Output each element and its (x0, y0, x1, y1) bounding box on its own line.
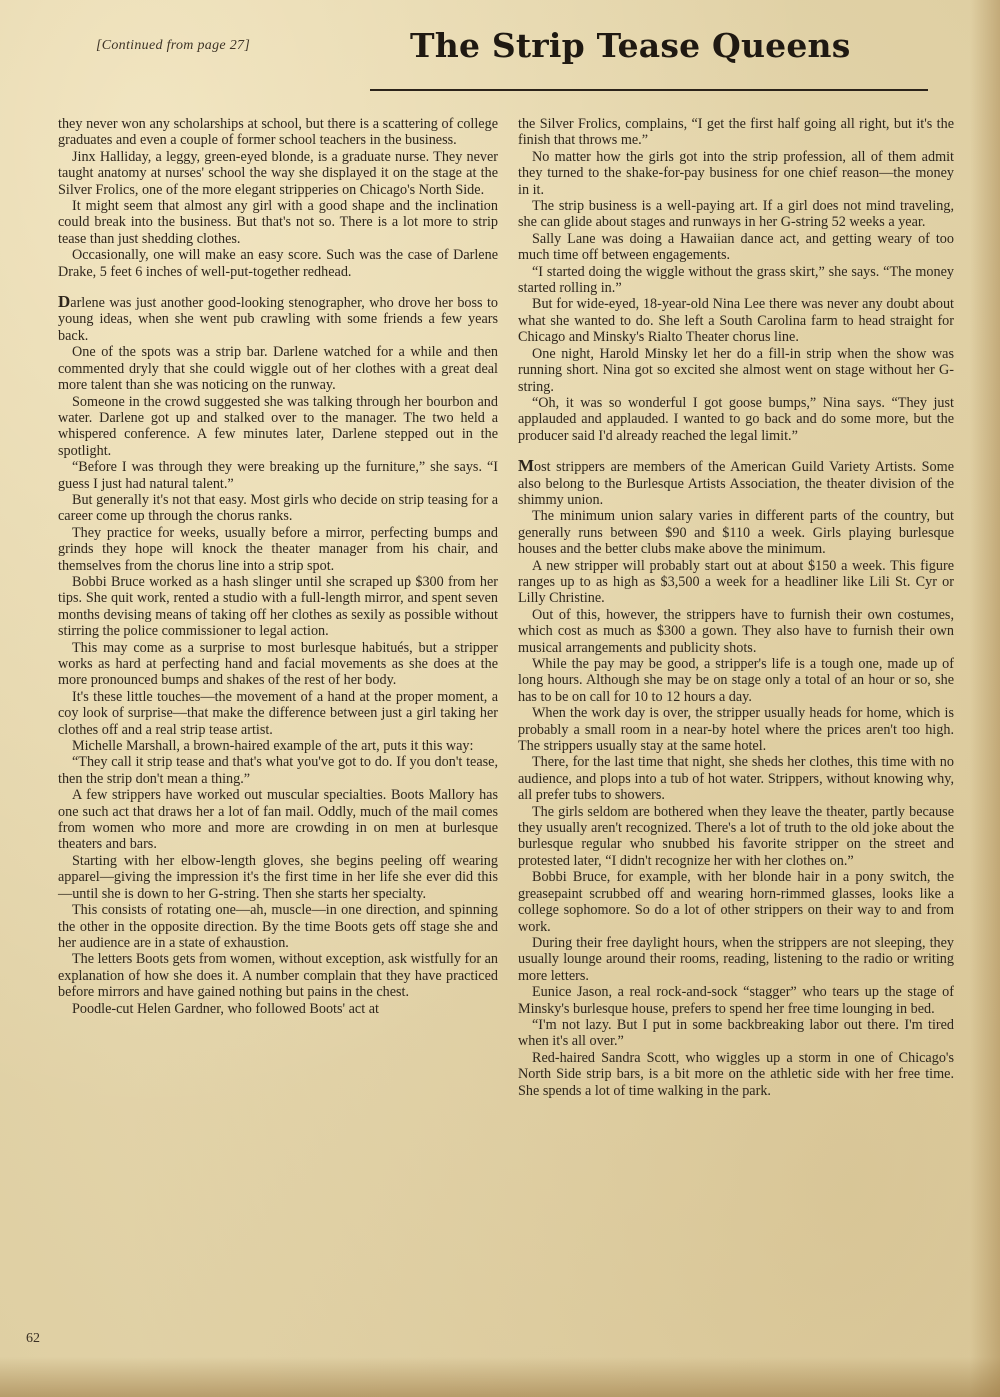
paragraph: One night, Harold Minsky let her do a fill-in strip when the show was running short. Nina got so excited she almost went on stage without her G-string. (518, 345, 954, 395)
paragraph: Occasionally, one will make an easy score. Such was the case of Darlene Drake, 5 feet 6 inches of well-put-together redhead. (58, 247, 498, 280)
paragraph: The girls seldom are bothered when they leave the theater, partly because they usually aren't recognized. There's a lot of truth to the old joke about the burlesque regular who snubbed his favorite stripper on the street and protested later, “I didn't recognize her with her clothes on.” (518, 803, 954, 869)
paragraph: Starting with her elbow-length gloves, she begins peeling off wearing apparel—giving the impression it's the first time in her life she ever did this—until she is down to her G-string. Then she starts her specialty. (58, 852, 498, 902)
paragraph: Red-haired Sandra Scott, who wiggles up a storm in one of Chicago's North Side strip bars, is a bit more on the athletic side with her free time. She spends a lot of time walking in the park. (518, 1049, 954, 1099)
paragraph: This may come as a surprise to most burlesque habitués, but a stripper works as hard at perfecting hand and facial movements as she does at the more pronounced bumps and shakes of the rest of her body. (58, 639, 498, 689)
paragraph: When the work day is over, the stripper usually heads for home, which is probably a small room in a near-by hotel where the prices aren't too high. The strippers usually stay at the same hotel. (518, 705, 954, 755)
paragraph: The strip business is a well-paying art. If a girl does not mind traveling, she can glide about stages and runways in her G-string 52 weeks a year. (518, 198, 954, 231)
paragraph: One of the spots was a strip bar. Darlene watched for a while and then commented dryly that she could wiggle out of her clothes with a great deal more talent than she was noticing on the runway. (58, 344, 498, 394)
article-title: The Strip Tease Queens (410, 26, 851, 65)
paragraph: A new stripper will probably start out at about $150 a week. This figure ranges up to as high as $3,500 a week for a headliner like Lili St. Cyr or Lilly Christine. (518, 557, 954, 607)
paragraph: This consists of rotating one—ah, muscle—in one direction, and spinning the other in the opposite direction. By the time Boots gets off stage she and her audience are in a state of exhaustion. (58, 902, 498, 951)
paragraph: the Silver Frolics, complains, “I get the first half going all right, but it's the finish that throws me.” (518, 116, 954, 149)
paragraph: “Before I was through they were breaking up the furniture,” she says. “I guess I just had natural talent.” (58, 459, 498, 492)
paragraph: They practice for weeks, usually before a mirror, perfecting bumps and grinds they hope will knock the theater manager from his chair, and themselves from the chorus line into a strip spot. (58, 524, 498, 574)
paragraph: they never won any scholarships at school, but there is a scattering of college graduates and even a couple of former school teachers in the business. (58, 116, 498, 149)
right-column (518, 116, 954, 1099)
section-start-paragraph: Most strippers are members of the American Guild Variety Artists. Some also belong to the Burlesque Artists Association, the theater division of the shimmy union. (518, 456, 954, 508)
paragraph: Out of this, however, the strippers have to furnish their own costumes, which cost as much as $300 a gown. They also have to furnish their own musical arrangements and publicity shots. (518, 606, 954, 656)
page-bottom-shading (0, 1357, 1000, 1397)
paragraph: “Oh, it was so wonderful I got goose bumps,” Nina says. “They just applauded and applauded. I wanted to go back and do some more, but the producer said I'd already reached the legal limit.” (518, 394, 954, 444)
paragraph: Someone in the crowd suggested she was talking through her bourbon and water. Darlene got up and stalked over to the manager. The two held a whispered conference. A few minutes later, Darlene stepped out in the spotlight. (58, 393, 498, 459)
paragraph: But generally it's not that easy. Most girls who decide on strip teasing for a career come up through the chorus ranks. (58, 491, 498, 525)
paragraph: Bobbi Bruce, for example, with her blonde hair in a pony switch, the greasepaint scrubbed off and wearing horn-rimmed glasses, looks like a college sophomore. So do a lot of other strippers on their way to and from work. (518, 869, 954, 935)
left-column (58, 116, 498, 1017)
paragraph: No matter how the girls got into the strip profession, all of them admit they turned to the shake-for-pay business for one chief reason—the money in it. (518, 148, 954, 198)
paragraph: “I'm not lazy. But I put in some backbreaking labor out there. I'm tired when it's all over.” (518, 1016, 954, 1050)
title-underline-rule (370, 89, 928, 91)
continued-from-note: [Continued from page 27] (96, 38, 251, 53)
section-start-paragraph: Darlene was just another good-looking stenographer, who drove her boss to young ideas, when she went pub crawling with some friends a few years back. (58, 292, 498, 344)
paragraph: Poodle-cut Helen Gardner, who followed Boots' act at (72, 1000, 379, 1017)
paragraph: It might seem that almost any girl with a good shape and the inclination could break into the business. But that's not so. There is a lot more to strip tease than just shedding clothes. (58, 198, 498, 247)
paragraph: During their free daylight hours, when the strippers are not sleeping, they usually lounge around their rooms, reading, listening to the radio or writing more letters. (518, 934, 954, 984)
paragraph: Bobbi Bruce worked as a hash slinger until she scraped up $300 from her tips. She quit work, rented a studio with a full-length mirror, and spent seven months devising means of taking off her clothes as sexily as possible without stirring the police commissioner to legal action. (58, 573, 498, 640)
paragraph: It's these little touches—the movement of a hand at the proper moment, a coy look of surprise—that make the difference between just a girl taking her clothes off and a real strip tease artist. (58, 688, 498, 738)
page-header (0, 0, 1000, 100)
page-number: 62 (26, 1331, 40, 1346)
paragraph: But for wide-eyed, 18-year-old Nina Lee there was never any doubt about what she wanted to do. She left a South Carolina farm to head straight for Chicago and Minsky's Rialto Theater chorus line. (518, 296, 954, 346)
paragraph: While the pay may be good, a stripper's life is a tough one, made up of long hours. Although she may be on stage only a total of an hour or so, she has to be on call for 10 to 12 hours a day. (518, 656, 954, 705)
paragraph: There, for the last time that night, she sheds her clothes, this time with no audience, and plops into a tub of hot water. Strippers, without knowing why, all prefer tubs to showers. (518, 754, 954, 804)
paragraph: Eunice Jason, a real rock-and-sock “stagger” who tears up the stage of Minsky's burlesque house, prefers to spend her free time lounging in bed. (518, 984, 954, 1017)
paragraph: A few strippers have worked out muscular specialties. Boots Mallory has one such act that draws her a lot of fan mail. Oddly, much of the mail comes from women who more and more are crowding in on men at burlesque theaters and bars. (58, 787, 498, 853)
page-edge-shading (970, 0, 1000, 1397)
paragraph: The letters Boots gets from women, without exception, ask wistfully for an explanation of how she does it. A number complain that they have practiced before mirrors and have gained nothing but pains in the chest. (58, 951, 498, 1001)
paragraph: “They call it strip tease and that's what you've got to do. If you don't tease, then the strip don't mean a thing.” (58, 754, 498, 787)
paragraph: Jinx Halliday, a leggy, green-eyed blonde, is a graduate nurse. They never taught anatomy at nurses' school the way she displayed it on the stage at the Silver Frolics, one of the more elegant stripperies on Chicago's North Side. (58, 148, 498, 198)
paragraph: “I started doing the wiggle without the grass skirt,” she says. “The money started rolling in.” (518, 263, 954, 297)
paragraph: Michelle Marshall, a brown-haired example of the art, puts it this way: (72, 738, 474, 755)
paragraph: The minimum union salary varies in different parts of the country, but generally runs between $90 and $110 a week. Girls playing burlesque houses and the better clubs make above the minimum. (518, 508, 954, 558)
paragraph: Sally Lane was doing a Hawaiian dance act, and getting weary of too much time off between engagements. (518, 230, 954, 264)
